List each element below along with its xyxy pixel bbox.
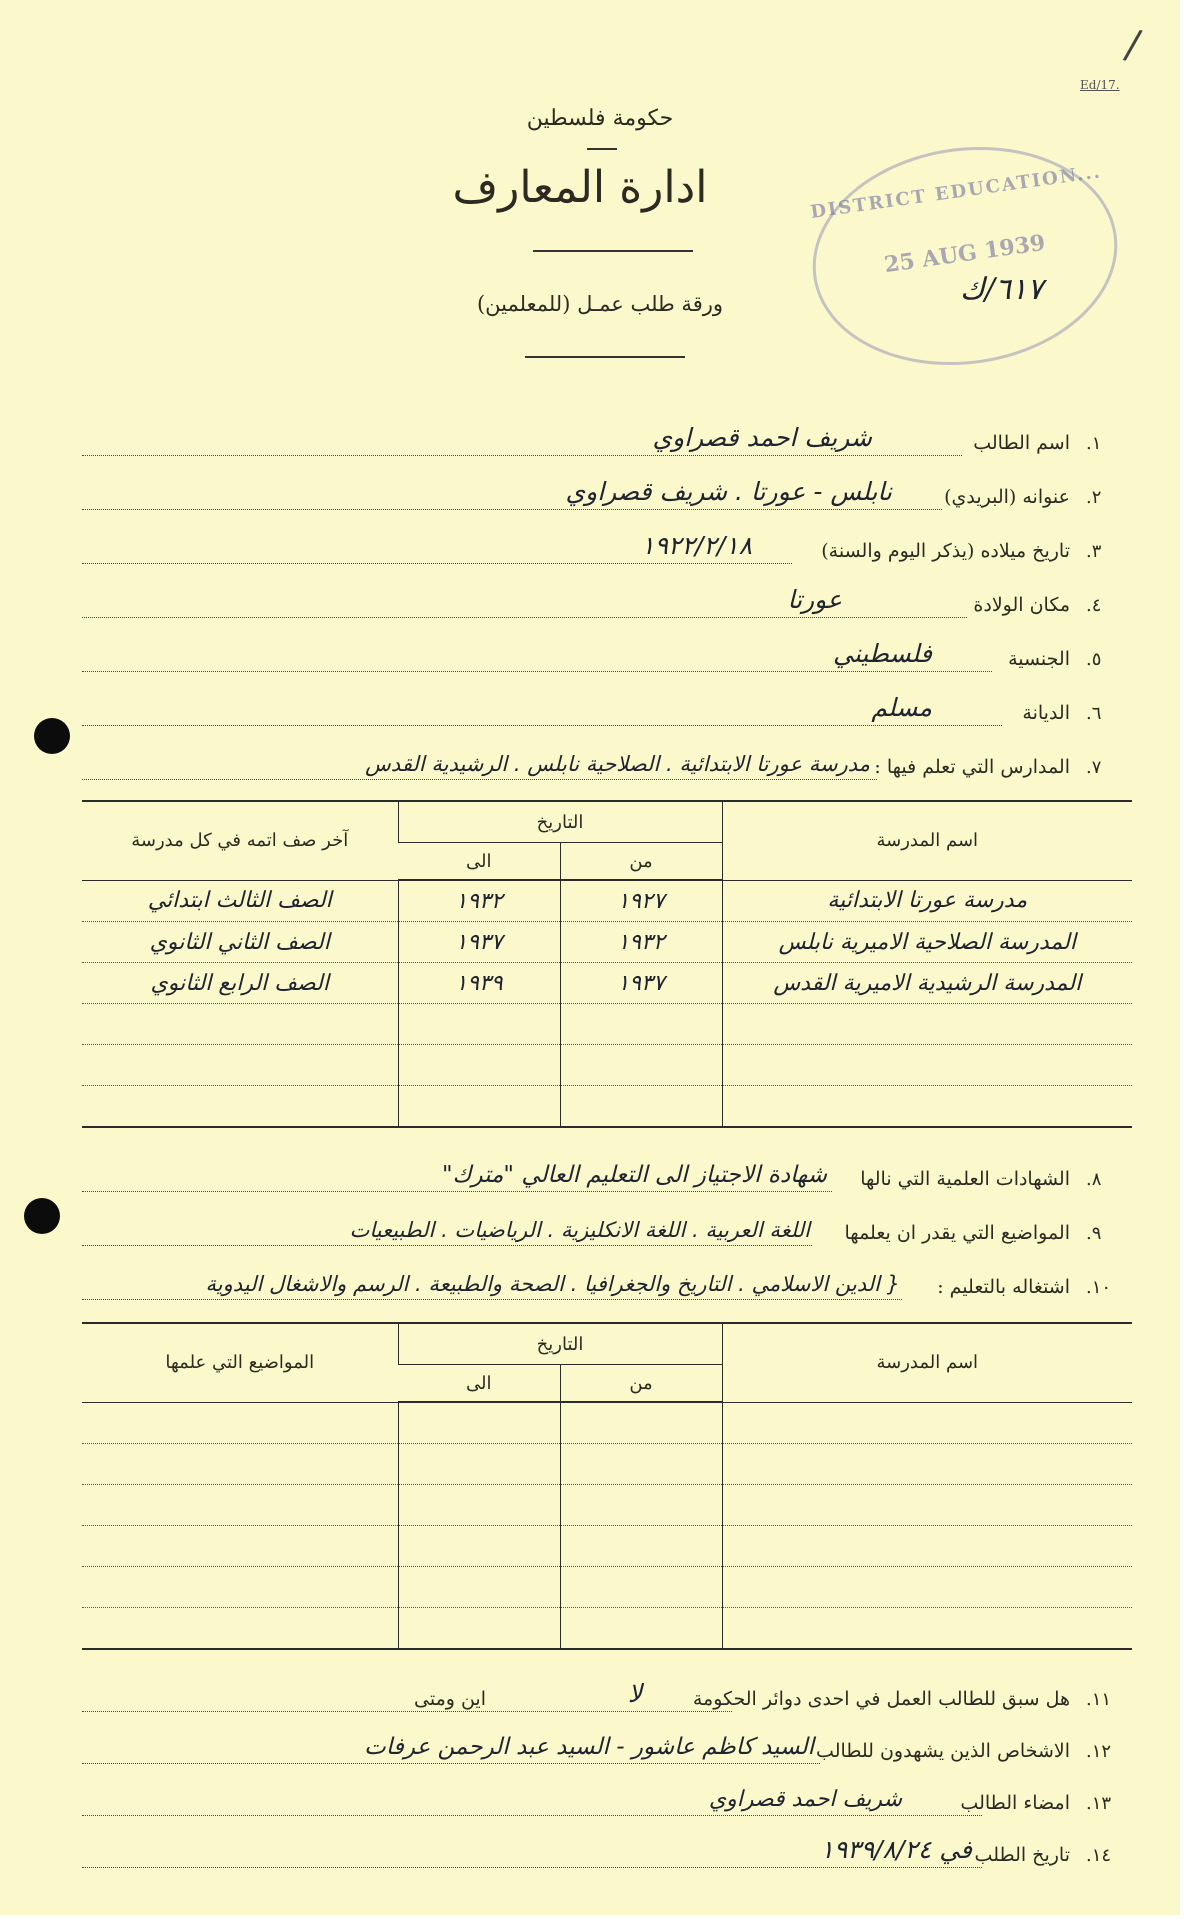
cell-grade: الصف الثالث ابتدائي xyxy=(82,880,398,922)
field-number: ١. xyxy=(1086,433,1102,454)
dotted-line xyxy=(82,455,962,456)
field-value: السيد كاظم عاشور - السيد عبد الرحمن عرفات xyxy=(364,1734,814,1760)
corner-pen-mark: / xyxy=(1121,21,1145,69)
dotted-line xyxy=(82,1245,812,1246)
field-number: ٩. xyxy=(1086,1223,1102,1244)
field-previous-government-work xyxy=(82,1676,1132,1716)
table-row xyxy=(82,1608,1132,1650)
table-row xyxy=(82,963,1132,1004)
field-value: ١٩٢٢/٢/١٨ xyxy=(641,531,752,560)
table-row xyxy=(82,1086,1132,1128)
cell-subjects xyxy=(82,1444,398,1485)
field-teaching-experience xyxy=(82,1264,1132,1304)
cell-from xyxy=(560,1086,722,1128)
field-label: الاشخاص الذين يشهدون للطالب xyxy=(816,1740,1070,1762)
field-label: امضاء الطالب xyxy=(960,1792,1070,1814)
dotted-line xyxy=(82,1299,902,1300)
cell-to xyxy=(398,1004,560,1045)
cell-school: مدرسة عورتا الابتدائية xyxy=(722,880,1132,922)
stamp-date: 25 AUG 1939 xyxy=(882,229,1047,279)
cell-from xyxy=(560,1004,722,1045)
dotted-line xyxy=(82,563,792,564)
column-header-to: الى xyxy=(398,843,560,881)
divider xyxy=(587,148,617,150)
field-subjects-can-teach xyxy=(82,1210,1132,1250)
cell-subjects xyxy=(82,1526,398,1567)
field-number: ٣. xyxy=(1086,541,1102,562)
field-label: الديانة xyxy=(1022,702,1070,724)
field-label: تاريخ الطلب xyxy=(974,1844,1070,1866)
cell-school xyxy=(722,1004,1132,1045)
field-nationality xyxy=(82,636,1132,676)
cell-to: ١٩٣٧ xyxy=(398,922,560,963)
cell-from: ١٩٣٢ xyxy=(560,922,722,963)
field-number: ١٠. xyxy=(1086,1277,1112,1298)
field-value: { الدين الاسلامي . التاريخ والجغرافيا . الصحة والطبيعة . الرسم والاشغال اليدوية xyxy=(205,1272,900,1296)
cell-school xyxy=(722,1526,1132,1567)
cell-from xyxy=(560,1526,722,1567)
divider xyxy=(525,356,685,358)
column-header-school: اسم المدرسة xyxy=(722,1323,1132,1402)
column-header-date: التاريخ xyxy=(398,1323,722,1365)
cell-to: ١٩٣٢ xyxy=(398,880,560,922)
field-value: اللغة العربية . اللغة الانكليزية . الرياضيات . الطبيعيات xyxy=(349,1218,810,1242)
cell-from xyxy=(560,1485,722,1526)
field-number: ٨. xyxy=(1086,1169,1102,1190)
field-number: ١٣. xyxy=(1086,1793,1112,1814)
punch-hole xyxy=(34,718,70,754)
field-number: ٤. xyxy=(1086,595,1102,616)
department-title: ادارة المعارف xyxy=(452,162,708,213)
divider xyxy=(533,250,693,252)
field-signature xyxy=(82,1780,1132,1820)
field-student-name xyxy=(82,420,1132,460)
cell-grade xyxy=(82,1004,398,1045)
cell-to: ١٩٣٩ xyxy=(398,963,560,1004)
table-row xyxy=(82,1045,1132,1086)
column-header-subjects: المواضيع التي علمها xyxy=(82,1323,398,1402)
field-value: مسلم xyxy=(871,693,932,722)
government-heading: حكومة فلسطين xyxy=(526,106,674,131)
schools-table xyxy=(82,800,1132,1128)
cell-grade xyxy=(82,1086,398,1128)
table-row xyxy=(82,880,1132,922)
field-number: ١٢. xyxy=(1086,1741,1112,1762)
field-number: ٦. xyxy=(1086,703,1102,724)
cell-to xyxy=(398,1444,560,1485)
field-label: تاريخ ميلاده (يذكر اليوم والسنة) xyxy=(821,540,1070,562)
cell-from xyxy=(560,1045,722,1086)
reference-number: ٦١٧/ك xyxy=(960,272,1044,307)
table-row xyxy=(82,922,1132,963)
field-certificates xyxy=(82,1156,1132,1196)
field-label: المواضيع التي يقدر ان يعلمها xyxy=(844,1222,1070,1244)
dotted-line xyxy=(82,1191,832,1192)
field-label: هل سبق للطالب العمل في احدى دوائر الحكومة xyxy=(692,1688,1070,1710)
cell-school xyxy=(722,1608,1132,1650)
cell-from xyxy=(560,1608,722,1650)
cell-grade xyxy=(82,1045,398,1086)
cell-to xyxy=(398,1567,560,1608)
column-header-school: اسم المدرسة xyxy=(722,801,1132,880)
cell-to xyxy=(398,1526,560,1567)
field-application-date xyxy=(82,1832,1132,1872)
cell-to xyxy=(398,1485,560,1526)
cell-subjects xyxy=(82,1608,398,1650)
field-birth-date xyxy=(82,528,1132,568)
table-row xyxy=(82,1444,1132,1485)
cell-from xyxy=(560,1567,722,1608)
cell-school xyxy=(722,1402,1132,1444)
cell-school xyxy=(722,1045,1132,1086)
column-header-to: الى xyxy=(398,1365,560,1403)
field-number: ١٤. xyxy=(1086,1845,1112,1866)
table-row xyxy=(82,1004,1132,1045)
column-header-from: من xyxy=(560,1365,722,1403)
form-code: Ed/17. xyxy=(1080,78,1120,92)
cell-from xyxy=(560,1402,722,1444)
field-number: ٥. xyxy=(1086,649,1102,670)
form-title: ورقة طلب عمـل (للمعلمين) xyxy=(476,292,724,316)
cell-from: ١٩٣٧ xyxy=(560,963,722,1004)
cell-school: المدرسة الصلاحية الاميرية نابلس xyxy=(722,922,1132,963)
field-value: في ١٩٣٩/٨/٢٤ xyxy=(820,1835,972,1864)
cell-school xyxy=(722,1444,1132,1485)
dotted-line xyxy=(82,671,992,672)
cell-school xyxy=(722,1485,1132,1526)
field-label: الجنسية xyxy=(1008,648,1070,670)
field-value: لا xyxy=(627,1679,642,1708)
cell-to xyxy=(398,1608,560,1650)
table-row xyxy=(82,1402,1132,1444)
cell-school xyxy=(722,1567,1132,1608)
table-row xyxy=(82,1567,1132,1608)
received-stamp xyxy=(798,128,1131,384)
field-birth-place xyxy=(82,582,1132,622)
field-label: الشهادات العلمية التي نالها xyxy=(860,1168,1070,1190)
teaching-table xyxy=(82,1322,1132,1650)
dotted-line xyxy=(82,1815,982,1816)
field-value: عورتا xyxy=(787,585,842,614)
field-postal-address xyxy=(82,474,1132,514)
cell-subjects xyxy=(82,1567,398,1608)
field-label-where-when: اين ومتى xyxy=(408,1688,492,1710)
cell-from: ١٩٢٧ xyxy=(560,880,722,922)
field-label: المدارس التي تعلم فيها : xyxy=(874,756,1070,778)
table-row xyxy=(82,1526,1132,1567)
cell-grade: الصف الثاني الثانوي xyxy=(82,922,398,963)
field-number: ٢. xyxy=(1086,487,1102,508)
cell-school xyxy=(722,1086,1132,1128)
table-row xyxy=(82,1485,1132,1526)
dotted-line xyxy=(82,1711,732,1712)
column-header-from: من xyxy=(560,843,722,881)
field-religion xyxy=(82,690,1132,730)
stamp-text: DISTRICT EDUCATION... xyxy=(809,161,1103,223)
field-value: شهادة الاجتياز الى التعليم العالي "مترك" xyxy=(441,1162,827,1188)
cell-to xyxy=(398,1045,560,1086)
dotted-line xyxy=(82,617,967,618)
field-label: اشتغاله بالتعليم : xyxy=(937,1276,1070,1298)
column-header-last-grade: آخر صف اتمه في كل مدرسة xyxy=(82,801,398,880)
dotted-line xyxy=(82,1867,982,1868)
field-references xyxy=(82,1728,1132,1768)
field-value: فلسطيني xyxy=(833,639,932,668)
cell-from xyxy=(560,1444,722,1485)
cell-subjects xyxy=(82,1485,398,1526)
field-label: عنوانه (البريدي) xyxy=(944,486,1070,508)
field-number: ٧. xyxy=(1086,757,1102,778)
dotted-line xyxy=(82,779,877,780)
cell-subjects xyxy=(82,1402,398,1444)
dotted-line xyxy=(82,1763,820,1764)
field-label: مكان الولادة xyxy=(973,594,1070,616)
signature-value: شريف احمد قصراوي xyxy=(708,1787,902,1812)
column-header-date: التاريخ xyxy=(398,801,722,843)
punch-hole xyxy=(24,1198,60,1234)
cell-to xyxy=(398,1402,560,1444)
field-value: نابلس - عورتا . شريف قصراوي xyxy=(565,477,892,506)
cell-to xyxy=(398,1086,560,1128)
field-value: شريف احمد قصراوي xyxy=(652,423,872,452)
field-label: اسم الطالب xyxy=(973,432,1070,454)
field-schools-attended xyxy=(82,744,1132,784)
cell-school: المدرسة الرشيدية الاميرية القدس xyxy=(722,963,1132,1004)
field-value: مدرسة عورتا الابتدائية . الصلاحية نابلس . الرشيدية القدس xyxy=(365,752,870,776)
dotted-line xyxy=(82,509,942,510)
cell-grade: الصف الرابع الثانوي xyxy=(82,963,398,1004)
field-number: ١١. xyxy=(1086,1689,1112,1710)
dotted-line xyxy=(82,725,1002,726)
